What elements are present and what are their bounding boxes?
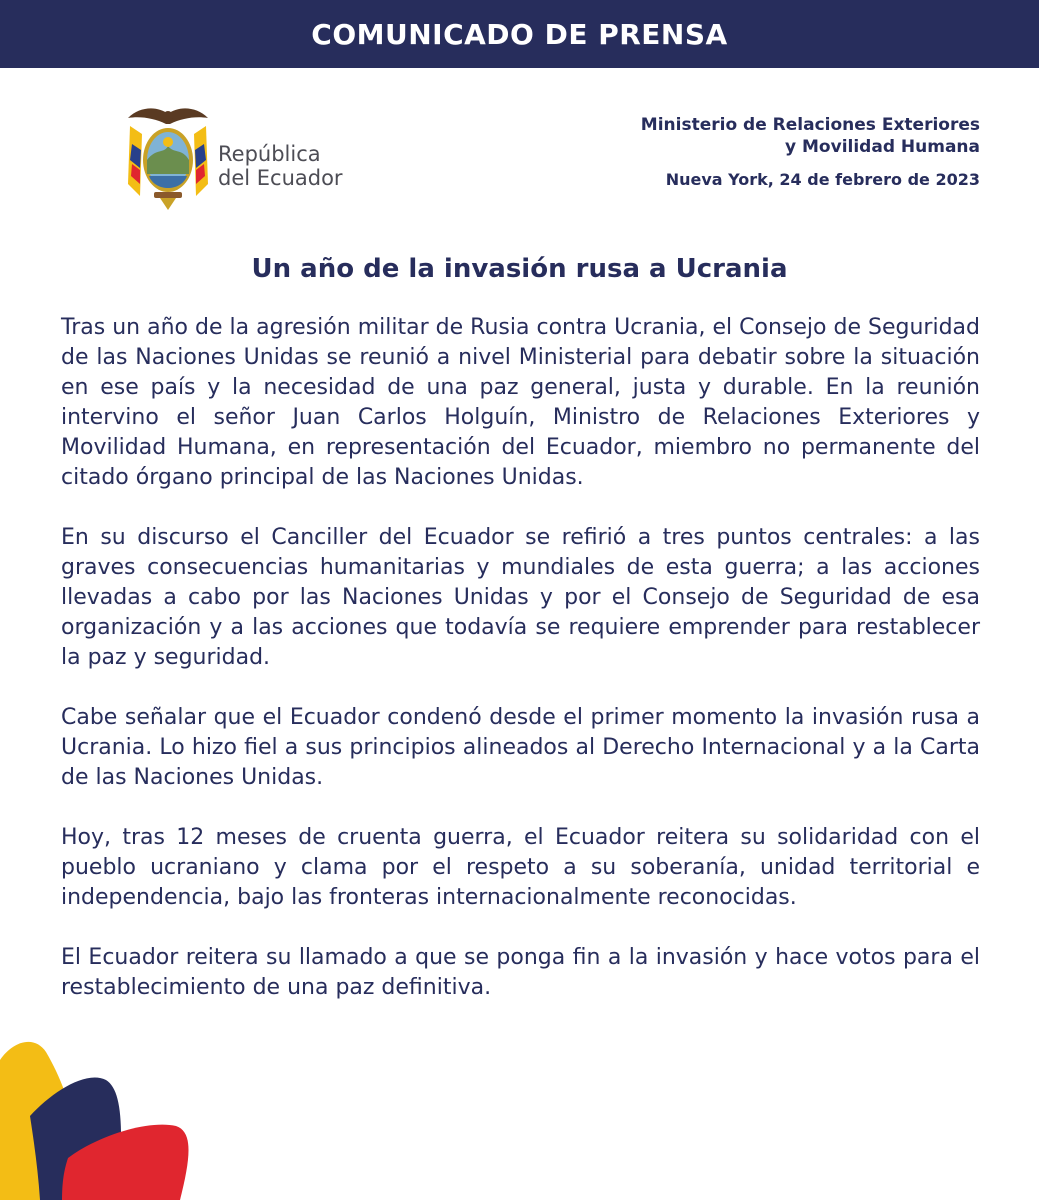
press-release-body	[61, 313, 980, 1033]
paragraph: Hoy, tras 12 meses de cruenta guerra, el Ecuador reitera su solidaridad con el pueblo ucraniano y clama por el respeto a su soberanía, unidad territorial e independencia, bajo las fronteras internacionalmente reconocidas.	[61, 825, 980, 910]
paragraph: Cabe señalar que el Ecuador condenó desde el primer momento la invasión rusa a Ucrania. Lo hizo fiel a sus principios alineados al Derecho Internacional y a la Carta de las Naciones Unidas.	[61, 705, 980, 790]
ministry-line-2: y Movilidad Humana	[785, 137, 980, 157]
headline: Un año de la invasión rusa a Ucrania	[251, 254, 788, 284]
ecuador-coat-of-arms-icon	[120, 104, 216, 212]
ministry-line-1: Ministerio de Relaciones Exteriores	[640, 115, 980, 135]
decorative-swoosh	[0, 1030, 200, 1200]
logo-line-1: República	[218, 142, 321, 166]
dateline: Nueva York, 24 de febrero de 2023	[665, 170, 980, 189]
logo-line-2: del Ecuador	[218, 166, 343, 190]
paragraph: Tras un año de la agresión militar de Rusia contra Ucrania, el Consejo de Seguridad de las Naciones Unidas se reunió a nivel Ministerial para debatir sobre la situación en ese país y la necesidad de una paz general, justa y durable. En la reunión intervino el señor Juan Carlos Holguín, Ministro de Relaciones Exteriores y Movilidad Humana, en representación del Ecuador, miembro no permanente del citado órgano principal de las Naciones Unidas.	[61, 315, 980, 490]
banner-title: COMUNICADO DE PRENSA	[311, 17, 728, 51]
paragraph: El Ecuador reitera su llamado a que se ponga fin a la invasión y hace votos para el restablecimiento de una paz definitiva.	[61, 945, 980, 1000]
press-release-banner	[0, 0, 1039, 68]
government-logo	[120, 104, 360, 214]
logo-wordmark	[218, 142, 343, 190]
paragraph: En su discurso el Canciller del Ecuador se refirió a tres puntos centrales: a las graves consecuencias humanitarias y mundiales de esta guerra; a las acciones llevadas a cabo por las Naciones Unidas y por el Consejo de Seguridad de esa organización y a las acciones que todavía se requiere emprender para restablecer la paz y seguridad.	[61, 525, 980, 670]
ministry-name	[641, 114, 980, 158]
